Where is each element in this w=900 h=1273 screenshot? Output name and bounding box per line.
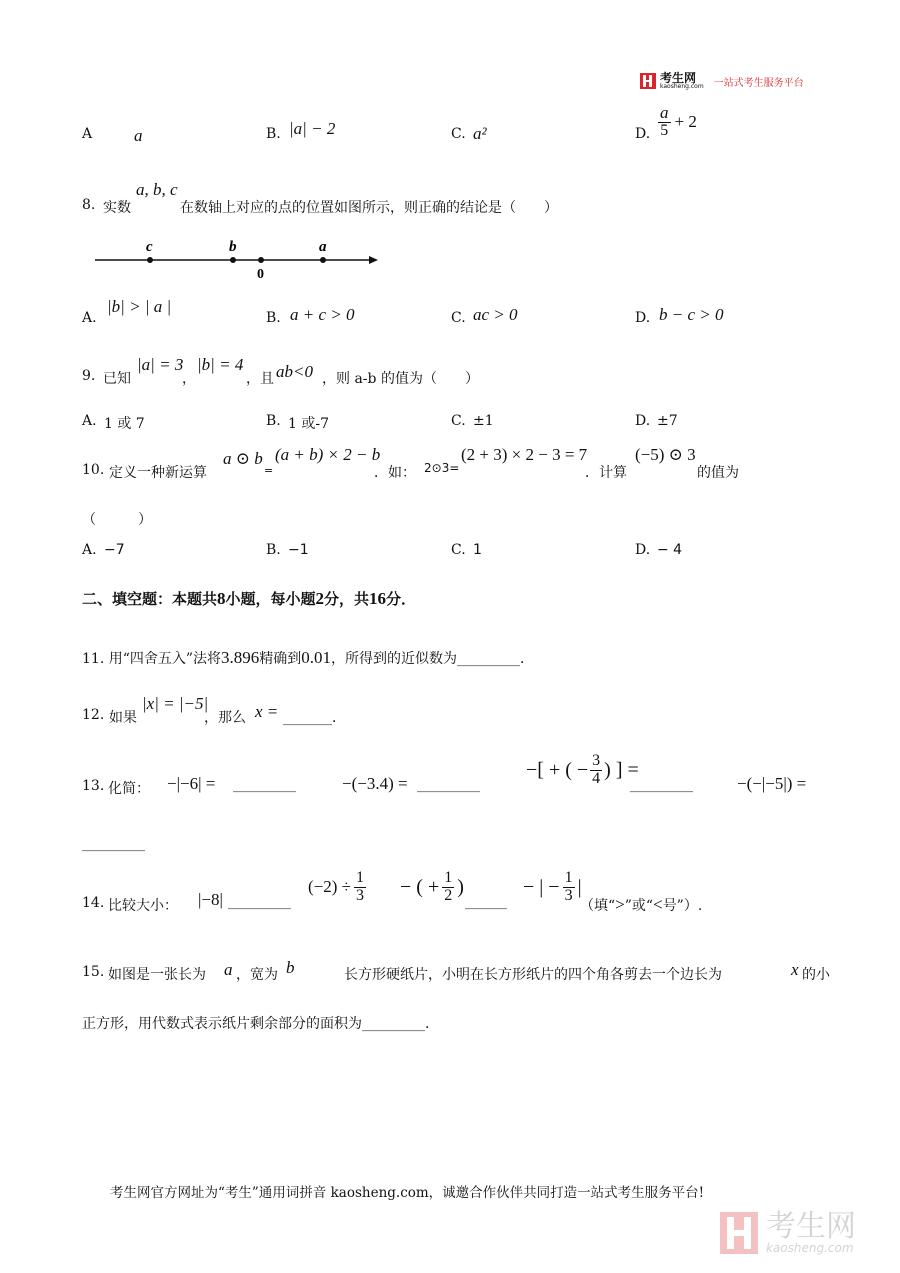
- q10-example-rhs: (2 + 3) × 2 − 3 = 7: [461, 445, 588, 464]
- q9-number: 9.: [82, 368, 96, 384]
- watermark-url: kaosheng.com: [766, 1241, 854, 1255]
- q13-expr-1: −|−6| =: [167, 774, 216, 793]
- q10-option-d-label: D.: [635, 542, 651, 558]
- option-a-label: A: [82, 126, 93, 142]
- q12-blank: _______．: [283, 710, 346, 726]
- q9-option-b-label: B.: [266, 413, 281, 429]
- q15-post: 的小: [802, 967, 830, 983]
- q9-option-b-text: 1 或-7: [288, 416, 329, 432]
- q9-option-c-label: C.: [451, 413, 466, 429]
- frac-num: a: [660, 103, 669, 122]
- option-a-expr: a: [134, 126, 143, 145]
- q9-option-a-text: 1 或 7: [104, 416, 145, 432]
- q14-expr-4-post: |: [577, 875, 582, 898]
- q14-gt: >: [615, 895, 625, 914]
- q8-option-d-label: D.: [635, 310, 651, 326]
- q15-number: 15.: [82, 964, 105, 980]
- q13-expr-4: −(−|−5|) =: [737, 774, 807, 793]
- q12-var: x =: [255, 702, 279, 721]
- q13-blank-2: _________: [417, 777, 480, 793]
- q10-option-b-text: −1: [288, 542, 309, 558]
- option-d-tail: + 2: [674, 111, 697, 131]
- q8-vars: a, b, c: [136, 180, 178, 199]
- q10-number: 10.: [82, 462, 105, 478]
- option-b-expr: |a| − 2: [289, 119, 336, 138]
- q9-expr-3: ab<0: [276, 362, 313, 381]
- q14-frac2-num: 1: [356, 869, 364, 886]
- q10-example-pre: ．如：: [374, 465, 416, 481]
- section-count: 8: [217, 589, 226, 608]
- q14-blank-1: _________: [228, 894, 291, 910]
- q10-calc-expr: (−5) ⊙ 3: [635, 445, 696, 464]
- q15-line2: 正方形，用代数式表示纸片剩余部分的面积为_________．: [82, 1016, 439, 1032]
- q10-def: (a + b) × 2 − b: [275, 445, 381, 464]
- q15-mid2: 长方形硬纸片，小明在长方形纸片的四个角各剪去一个边长为: [344, 967, 722, 983]
- q14-expr-1: |−8|: [198, 890, 223, 909]
- q13-number: 13.: [82, 778, 105, 794]
- q14-post-pre: （填“: [580, 898, 616, 914]
- q10-op: a ⊙ b: [223, 449, 263, 468]
- q14-frac3-den: 2: [444, 886, 453, 904]
- q13-blank-4: _________: [82, 836, 145, 852]
- q14-lt: <: [653, 895, 663, 914]
- q13-frac-num: 3: [592, 752, 601, 769]
- watermark-logo-icon: [718, 1210, 760, 1256]
- q13-blank-3: _________: [630, 777, 693, 793]
- point-a: [320, 257, 326, 263]
- q14-expr-3-pre: − ( +: [400, 875, 440, 898]
- q10-paren: （ ）: [82, 512, 152, 528]
- q14-expr-3-post: ): [457, 875, 464, 898]
- section-title-post: 分．: [386, 590, 417, 608]
- q11-pre: 用“四舍五入”法将: [108, 651, 222, 667]
- q8-option-a-label: A.: [82, 310, 97, 326]
- q13-expr-3: [526, 753, 639, 788]
- q9-expr-2: |b| = 4: [197, 355, 244, 374]
- watermark: [718, 1210, 856, 1256]
- q15-a: a: [224, 960, 233, 979]
- q8-pre: 实数: [103, 200, 131, 216]
- q13-pre: 化简：: [108, 781, 150, 797]
- point-c: [147, 257, 153, 263]
- q10-option-a-label: A.: [82, 542, 97, 558]
- q14-expr-2: [308, 870, 366, 905]
- q15-x: x: [791, 960, 799, 979]
- q14-blank-2: ______: [465, 894, 507, 910]
- label-a: a: [319, 239, 327, 255]
- frac-den: 5: [660, 121, 669, 139]
- q14-frac3-num: 1: [444, 869, 453, 886]
- q9-expr-1: |a| = 3: [137, 355, 184, 374]
- section-2-title: [82, 588, 416, 609]
- q9-sep: ，: [182, 371, 196, 387]
- question-11: [82, 648, 534, 668]
- q14-number: 14.: [82, 895, 105, 911]
- watermark-text: 考生网: [766, 1209, 856, 1244]
- q10-option-a-text: −7: [104, 542, 125, 558]
- logo-url: kaosheng.com: [660, 83, 704, 90]
- q10-option-b-label: B.: [266, 542, 281, 558]
- q12-expr: |x| = |−5|: [142, 694, 209, 713]
- q11-post: ，所得到的近似数为_________．: [331, 651, 535, 667]
- section-title-mid2: 分，共: [324, 590, 370, 608]
- q8-option-c-expr: ac > 0: [473, 305, 518, 324]
- point-zero: [258, 257, 264, 263]
- q13-expr-2: −(−3.4) =: [342, 774, 408, 793]
- q14-expr-2-pre: (−2) ÷: [308, 877, 351, 897]
- header-logo: [640, 72, 804, 90]
- footer-text: 考生网官方网址为“考生”通用词拼音 kaosheng.com，诚邀合作伙伴共同打造一站式考生服务平台!: [110, 1185, 705, 1201]
- header-slogan: 一站式考生服务平台: [713, 77, 804, 89]
- q8-option-a-expr: |b| > | a |: [107, 297, 172, 316]
- q11-mid: 精确到: [259, 651, 302, 667]
- q8-post: 在数轴上对应的点的位置如图所示，则正确的结论是（ ）: [180, 200, 558, 216]
- section-title-mid: 小题，每小题: [225, 590, 316, 608]
- q14-post-end: 号”）.: [662, 898, 703, 914]
- q15-b: b: [286, 958, 295, 977]
- q11-precision: 0.01: [301, 648, 332, 667]
- q13-expr-3-post: ) ] =: [604, 758, 639, 781]
- q14-post-mid: ”或“: [624, 898, 654, 914]
- q10-option-d-text: − 4: [657, 542, 683, 558]
- point-b: [230, 257, 236, 263]
- logo-mark-icon: [640, 73, 656, 89]
- q10-calc-pre: ．计算: [585, 465, 627, 481]
- q13-blank-1: _________: [233, 777, 296, 793]
- label-zero: 0: [257, 267, 264, 280]
- q8-number: 8.: [82, 197, 96, 213]
- q9-option-c-text: ±1: [473, 413, 494, 429]
- q8-option-c-label: C.: [451, 310, 466, 326]
- option-d-expr: [658, 104, 697, 140]
- q10-post: 的值为: [697, 465, 739, 481]
- q9-option-a-label: A.: [82, 413, 97, 429]
- q9-option-d-label: D.: [635, 413, 651, 429]
- q11-value: 3.896: [221, 648, 260, 667]
- section-points: 2: [315, 589, 325, 608]
- q9-option-d-text: ±7: [657, 413, 678, 429]
- section-title-pre: 二、填空题：本题共: [82, 590, 218, 608]
- q14-expr-4: [523, 870, 582, 905]
- option-c-label: C.: [451, 126, 466, 142]
- q13-expr-3-pre: −[ + ( −: [526, 758, 589, 781]
- label-c: c: [146, 239, 153, 255]
- option-d-label: D.: [635, 126, 651, 142]
- logo-text: 考生网: [660, 71, 697, 85]
- q8-option-b-expr: a + c > 0: [290, 305, 355, 324]
- option-b-label: B.: [266, 126, 281, 142]
- q14-frac2-den: 3: [356, 886, 364, 904]
- q10-pre: 定义一种新运算: [109, 465, 207, 481]
- q10-example-lhs: 2⊙3=: [424, 461, 460, 475]
- q9-post: ，则 a-b 的值为（ ）: [322, 371, 479, 387]
- label-b: b: [229, 239, 237, 255]
- q10-eq: =: [264, 464, 274, 477]
- q14-expr-3: [400, 870, 464, 905]
- q10-option-c-label: C.: [451, 542, 466, 558]
- q10-option-c-text: 1: [473, 542, 482, 558]
- q14-post: [580, 895, 702, 915]
- q12-number: 12.: [82, 707, 105, 723]
- number-line: [90, 236, 382, 280]
- q14-frac4-num: 1: [564, 869, 573, 886]
- q8-option-b-label: B.: [266, 310, 281, 326]
- q15-pre: 如图是一张长为: [108, 967, 206, 983]
- axis-arrow-icon: [369, 256, 378, 264]
- q14-expr-4-pre: − | −: [523, 875, 560, 898]
- q15-mid1: ，宽为: [236, 967, 278, 983]
- q8-option-d-expr: b − c > 0: [659, 305, 724, 324]
- q9-pre: 已知: [103, 371, 131, 387]
- q14-pre: 比较大小：: [108, 898, 178, 914]
- q14-frac4-den: 3: [564, 886, 573, 904]
- q12-pre: 如果: [109, 710, 137, 726]
- option-c-expr: a²: [473, 124, 487, 143]
- q12-mid: ，那么: [204, 710, 246, 726]
- section-total: 16: [369, 589, 387, 608]
- q13-frac-den: 4: [592, 769, 601, 787]
- q11-number: 11.: [82, 651, 105, 667]
- q9-mid: ，且: [246, 371, 274, 387]
